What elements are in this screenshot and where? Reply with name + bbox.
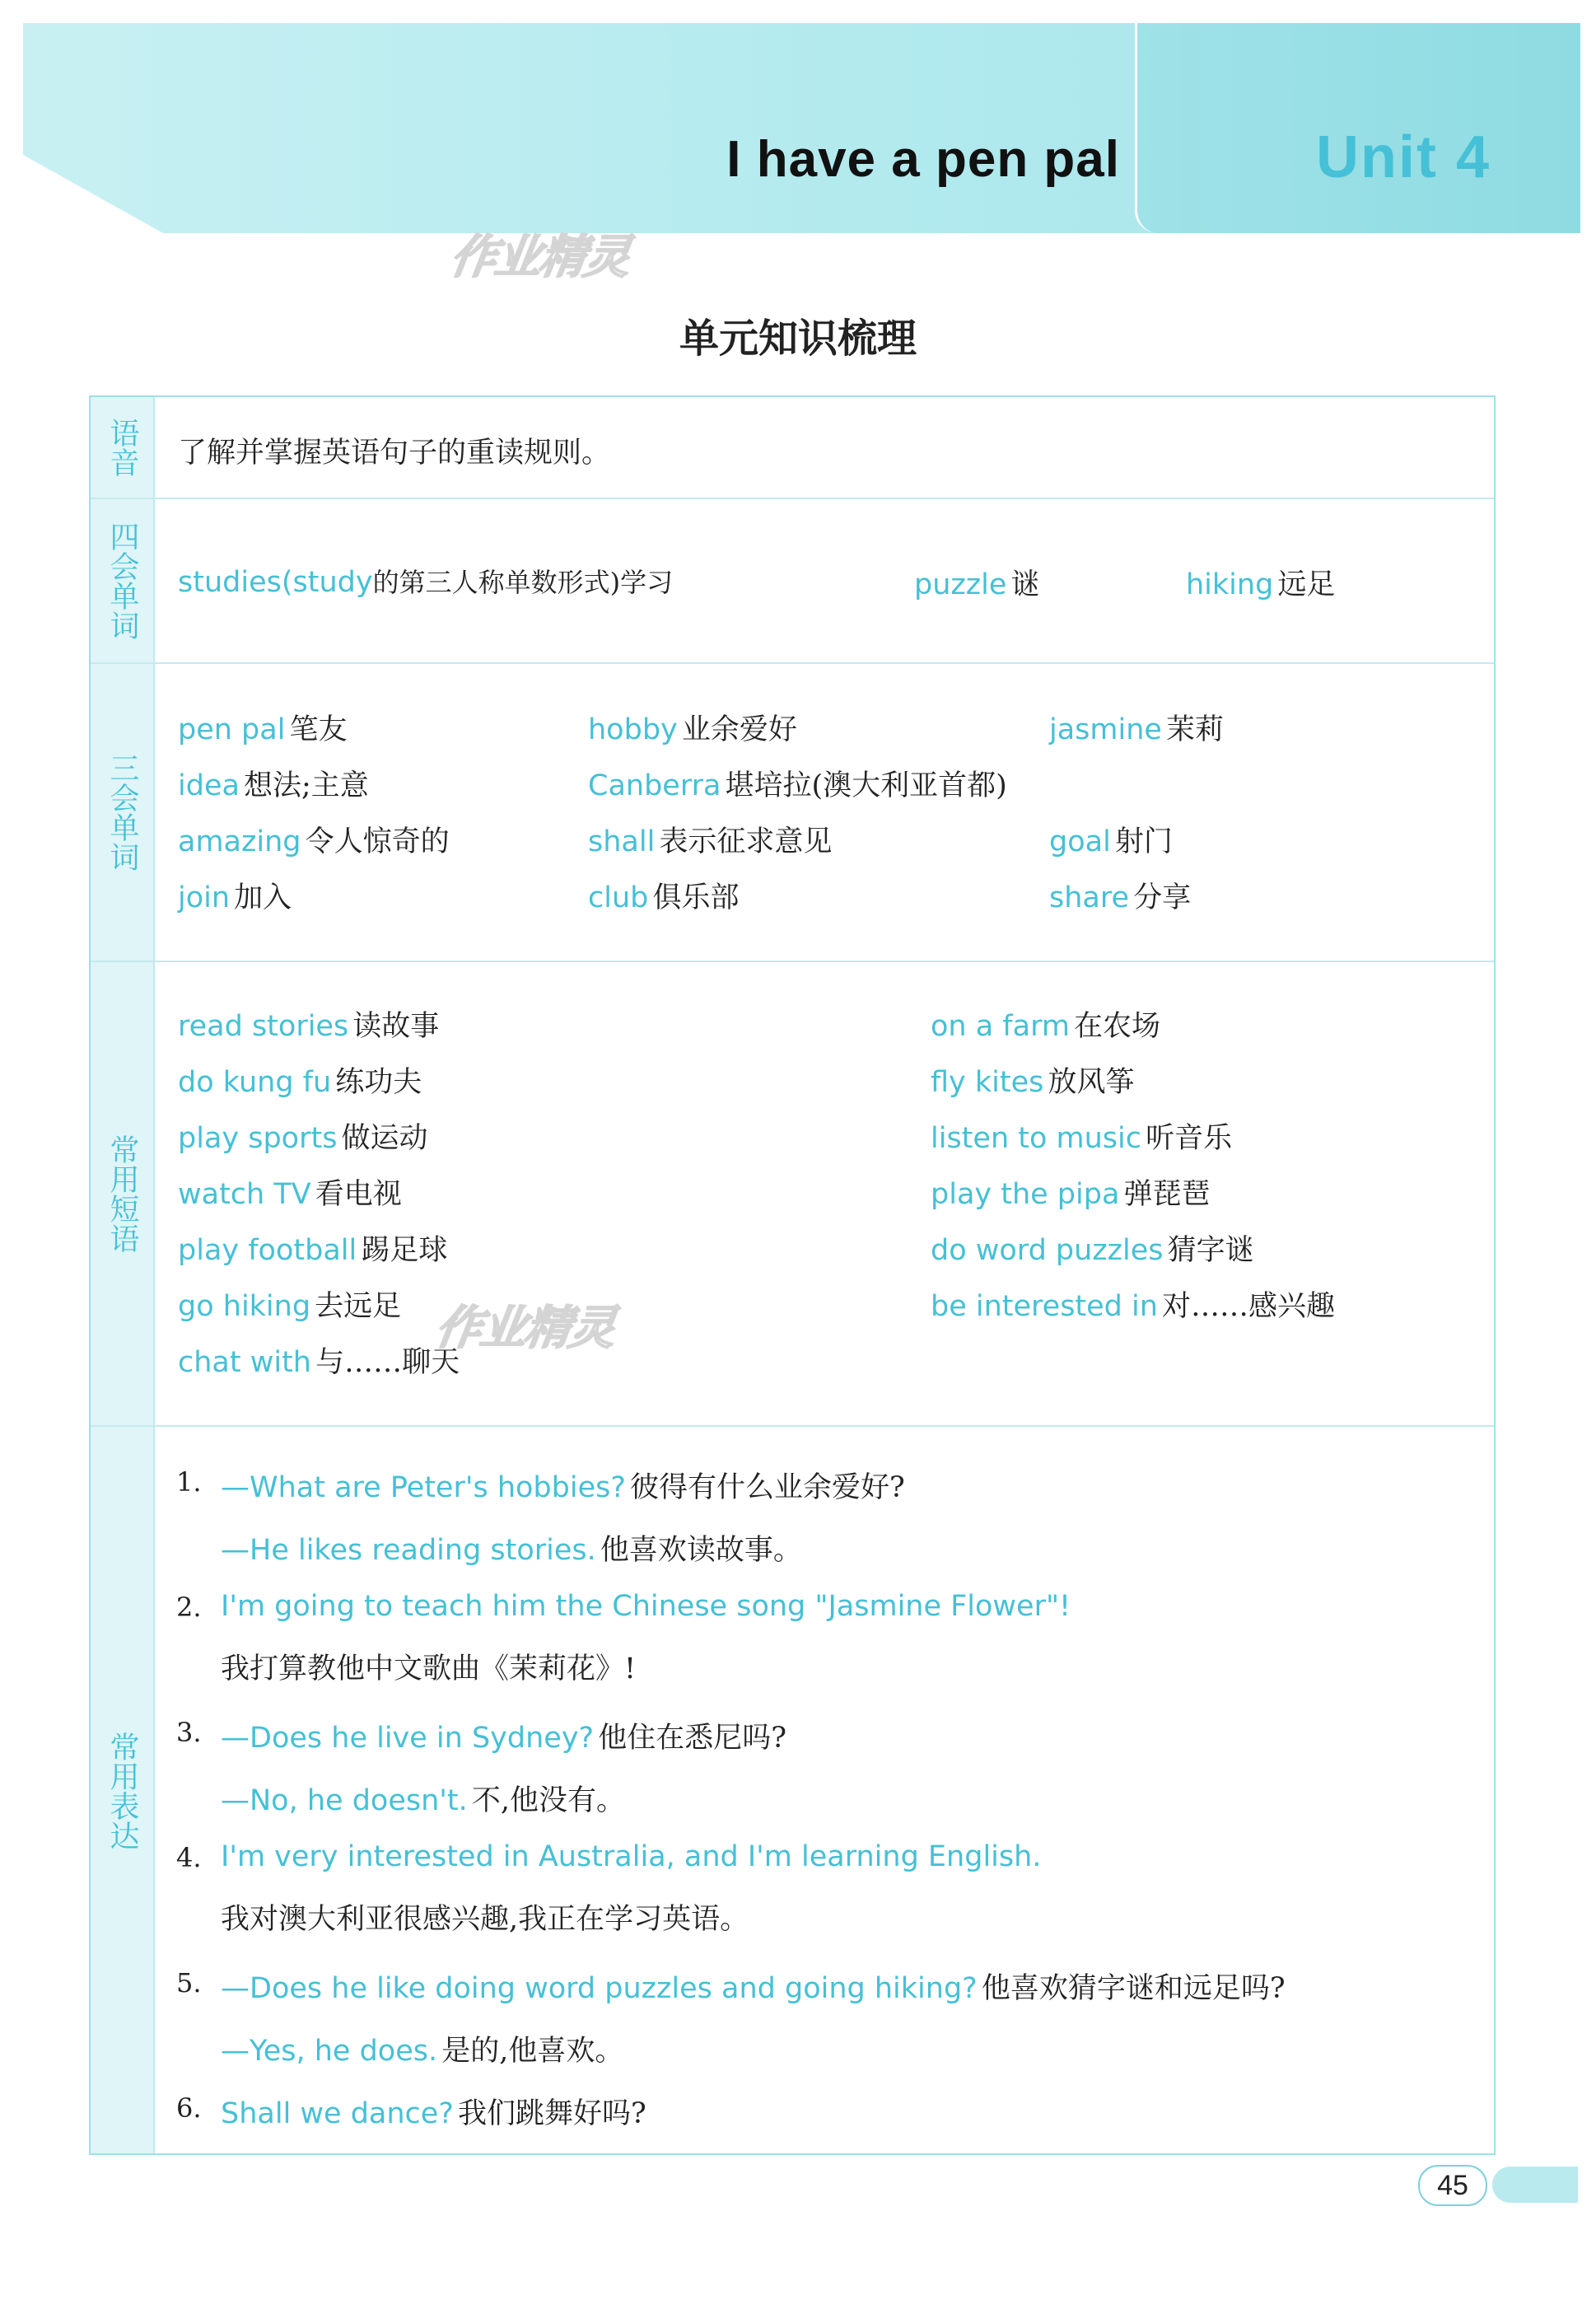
word-item: join 加入	[178, 881, 292, 914]
word-item: studies(study的第三人称单数形式)学习	[178, 566, 674, 599]
phrase-item: do word puzzles 猜字谜	[931, 1234, 1254, 1267]
category-label: 四会单词	[105, 521, 139, 640]
phrase-item: watch TV 看电视	[178, 1178, 402, 1211]
row-pronunciation	[91, 397, 1494, 498]
word-item: amazing 令人惊奇的	[178, 825, 450, 858]
expression-line: —Yes, he does. 是的,他喜欢。	[221, 2035, 624, 2068]
item-number: 3.	[176, 1717, 202, 1748]
expression-line: 我打算教他中文歌曲《茉莉花》!	[221, 1653, 637, 1685]
pronunciation-text: 了解并掌握英语句子的重读规则。	[178, 437, 611, 470]
expression-line: —Does he like doing word puzzles and going hiking? 他喜欢猜字谜和远足吗?	[221, 1972, 1286, 2005]
page-number-band	[1492, 2167, 1578, 2203]
expression-line: I'm very interested in Australia, and I'm learning English.	[221, 1840, 1042, 1873]
unit-title: I have a pen pal	[726, 131, 1120, 188]
section-title: 单元知识梳理	[679, 316, 917, 362]
row-three-skill-words	[91, 662, 1494, 961]
word-item: idea 想法;主意	[178, 769, 369, 802]
category-label: 三会单词	[105, 753, 139, 872]
word-item: club 俱乐部	[588, 881, 740, 914]
phrase-item: on a farm 在农场	[931, 1010, 1161, 1043]
word-item: pen pal 笔友	[178, 713, 348, 746]
word-item: shall 表示征求意见	[588, 825, 833, 858]
expression-line: 我对澳大利亚很感兴趣,我正在学习英语。	[221, 1903, 749, 1936]
expression-line: —What are Peter's hobbies? 彼得有什么业余爱好?	[221, 1471, 905, 1504]
item-number: 6.	[176, 2092, 202, 2124]
row-phrases	[91, 961, 1494, 1425]
category-label: 常用表达	[105, 1732, 139, 1850]
watermark: 作业精灵	[432, 1302, 618, 1355]
phrase-item: listen to music 听音乐	[931, 1122, 1233, 1155]
phrase-item: be interested in 对……感兴趣	[931, 1290, 1336, 1323]
watermark: 作业精灵	[446, 231, 632, 284]
word-item: share 分享	[1049, 881, 1192, 914]
unit-number: Unit 4	[1315, 124, 1491, 190]
knowledge-table	[89, 395, 1496, 2155]
word-item: goal 射门	[1049, 825, 1173, 858]
word-item: hiking 远足	[1186, 568, 1336, 601]
phrase-item: play football 踢足球	[178, 1234, 448, 1267]
expression-line: —Does he live in Sydney? 他住在悉尼吗?	[221, 1722, 786, 1755]
phrase-item: do kung fu 练功夫	[178, 1066, 422, 1099]
item-number: 2.	[176, 1592, 202, 1623]
page-number: 45	[1418, 2165, 1487, 2206]
phrase-item: play the pipa 弹琵琶	[931, 1178, 1211, 1211]
word-item: jasmine 茉莉	[1049, 713, 1225, 746]
phrase-item: chat with 与……聊天	[178, 1346, 460, 1379]
phrase-item: read stories 读故事	[178, 1010, 440, 1043]
item-number: 1.	[176, 1466, 202, 1498]
word-item: hobby 业余爱好	[588, 713, 797, 746]
phrase-item: play sports 做运动	[178, 1122, 428, 1155]
word-item: Canberra 堪培拉(澳大利亚首都)	[588, 769, 1007, 802]
phrase-item: go hiking 去远足	[178, 1290, 402, 1323]
word-item: puzzle 谜	[914, 568, 1040, 601]
category-label: 语音	[105, 418, 139, 477]
row-four-skill-words	[91, 498, 1494, 662]
phrase-item: fly kites 放风筝	[931, 1066, 1135, 1099]
category-label: 常用短语	[105, 1134, 139, 1253]
item-number: 4.	[176, 1842, 202, 1873]
expression-line: I'm going to teach him the Chinese song "Jasmine Flower"!	[221, 1590, 1071, 1623]
expression-line: —He likes reading stories. 他喜欢读故事。	[221, 1534, 802, 1567]
expression-line: —No, he doesn't. 不,他没有。	[221, 1784, 625, 1817]
item-number: 5.	[176, 1967, 202, 1998]
expression-line: Shall we dance? 我们跳舞好吗?	[221, 2097, 646, 2130]
row-expressions	[91, 1425, 1494, 2155]
